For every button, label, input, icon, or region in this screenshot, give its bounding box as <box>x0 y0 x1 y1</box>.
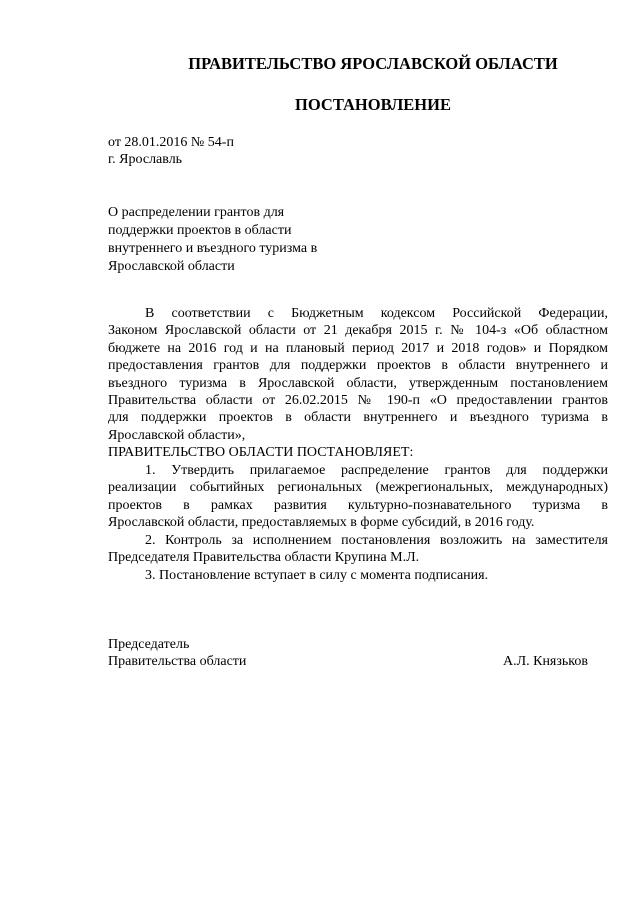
point-1 <box>108 462 608 532</box>
preamble-line: бюджете на 2016 год и на плановый период 2017 и 2018 годов» и Порядком <box>108 340 608 356</box>
signature-title-line1: Председатель <box>108 637 190 652</box>
point-line: 2. Контроль за исполнением постановления возложить на заместителя <box>145 533 608 548</box>
subject-line: поддержки проектов в области <box>108 223 292 238</box>
document-subject <box>108 204 608 276</box>
preamble-line: Правительства области от 26.02.2015 № 190-п «О предоставлении грантов <box>108 393 608 409</box>
point-2 <box>108 532 608 567</box>
date-number: от 28.01.2016 № 54-п <box>108 135 234 150</box>
point-line: 3. Постановление вступает в силу с момента подписания. <box>145 568 489 583</box>
signatory-name: А.Л. Князьков <box>503 654 588 669</box>
point-3 <box>108 567 608 584</box>
preamble-line: для поддержки проектов в области внутреннего и въездного туризма в <box>108 410 608 426</box>
document-type-title: ПОСТАНОВЛЕНИЕ <box>295 95 451 114</box>
preamble-line: Законом Ярославской области от 21 декабря 2015 г. № 104-з «Об областном <box>108 323 608 339</box>
point-line: Ярославской области, предоставляемых в форме субсидий, в 2016 году. <box>108 515 535 531</box>
decree-statement: ПРАВИТЕЛЬСТВО ОБЛАСТИ ПОСТАНОВЛЯЕТ: <box>108 445 414 461</box>
government-title: ПРАВИТЕЛЬСТВО ЯРОСЛАВСКОЙ ОБЛАСТИ <box>188 54 558 73</box>
point-line: Председателя Правительства области Крупина М.Л. <box>108 550 420 566</box>
preamble-line: въездного туризма в Ярославской области, утвержденным постановлением <box>108 375 608 391</box>
point-line: реализации событийных региональных (межрегиональных, международных) <box>108 480 608 496</box>
city: г. Ярославль <box>108 152 183 167</box>
point-line: проектов в рамках развития культурно-познавательного туризма в <box>108 497 608 513</box>
preamble-line: предоставления грантов для поддержки проектов в области внутреннего и <box>108 358 608 374</box>
preamble-line: В соответствии с Бюджетным кодексом Российской Федерации, <box>145 306 608 321</box>
subject-line: Ярославской области <box>108 259 235 274</box>
signature-title-line2: Правительства области <box>108 654 247 669</box>
point-line: 1. Утвердить прилагаемое распределение грантов для поддержки <box>145 463 608 478</box>
preamble-line: Ярославской области», <box>108 427 246 443</box>
subject-line: внутреннего и въездного туризма в <box>108 241 318 256</box>
subject-line: О распределении грантов для <box>108 205 285 220</box>
preamble <box>108 305 608 462</box>
